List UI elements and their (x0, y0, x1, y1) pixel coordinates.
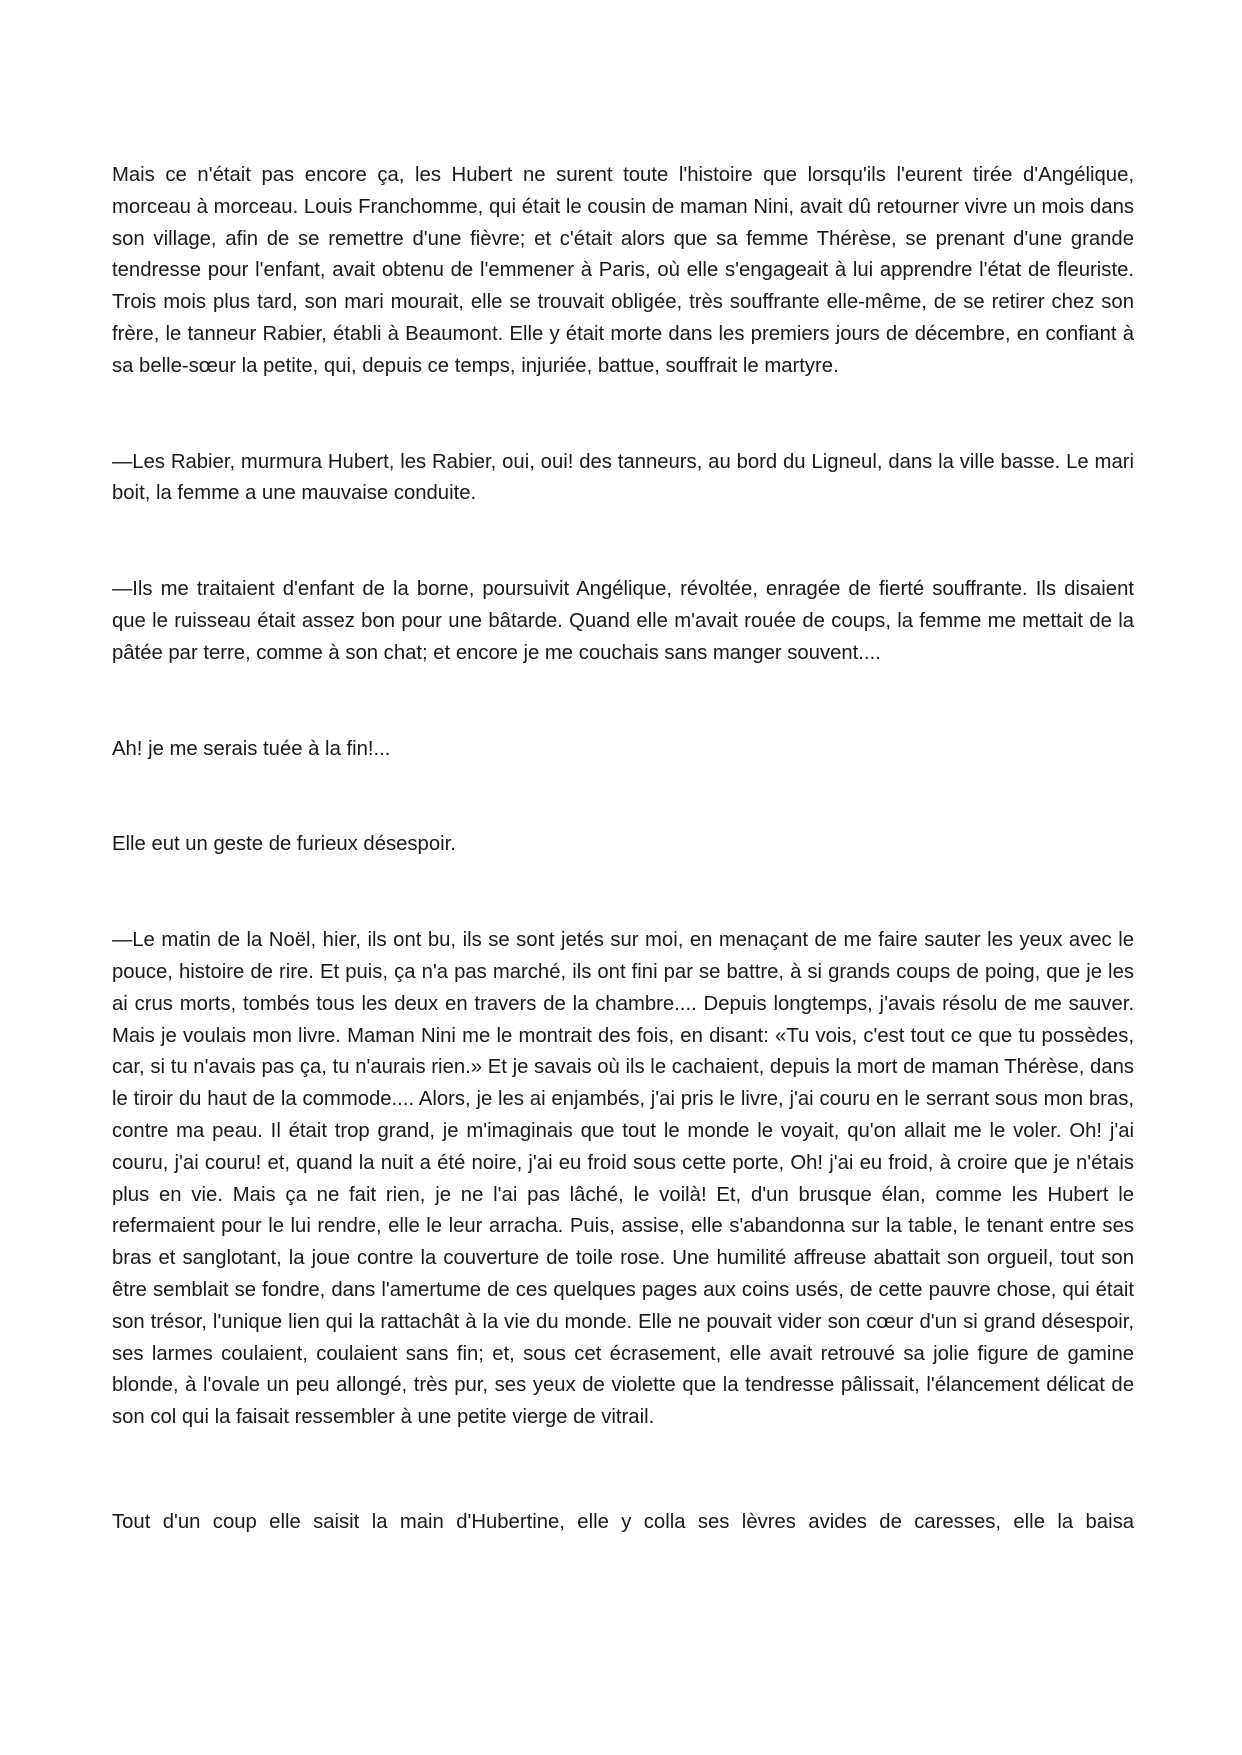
paragraph-christmas-morning: —Le matin de la Noël, hier, ils ont bu, ils se sont jetés sur moi, en menaçant de me faire sauter les yeux avec le pouce, histoire de rire. Et puis, ça n'a pas marché, ils ont fini par se battre, à si grands coups de poing, que je les ai crus morts, tombés tous les deux en travers de la chambre.... Depuis longtemps, j'avais résolu de me sauver. Mais je voulais mon livre. Maman Nini me le montrait des fois, en disant: «Tu vois, c'est tout ce que tu possèdes, car, si tu n'avais pas ça, tu n'aurais rien.» Et je savais où ils le cachaient, depuis la mort de maman Thérèse, dans le tiroir du haut de la commode.... Alors, je les ai enjambés, j'ai pris le livre, j'ai couru en le serrant sous mon bras, contre ma peau. Il était trop grand, je m'imaginais que tout le monde le voyait, qu'on allait me le voler. Oh! j'ai couru, j'ai couru! et, quand la nuit a été noire, j'ai eu froid sous cette porte, Oh! j'ai eu froid, à croire que je n'étais plus en vie. Mais ça ne fait rien, je ne l'ai pas lâché, le voilà! Et, d'un brusque élan, comme les Hubert le refermaient pour le lui rendre, elle le leur arracha. Puis, assise, elle s'abandonna sur la table, le tenant entre ses bras et sanglotant, la joue contre la couverture de toile rose. Une humilité affreuse abattait son orgueil, tout son être semblait se fondre, dans l'amertume de ces quelques pages aux coins usés, de cette pauvre chose, qui était son trésor, l'unique lien qui la rattachât à la vie du monde. Elle ne pouvait vider son cœur d'un si grand désespoir, ses larmes coulaient, coulaient sans fin; et, sous cet écrasement, elle avait retrouvé sa jolie figure de gamine blonde, à l'ovale un peu allongé, très pur, ses yeux de violette que la tendresse pâlissait, l'élancement délicat de son col qui la faisait ressembler à une petite vierge de vitrail. (112, 929, 1134, 1429)
paragraph-hubert-reply: —Les Rabier, murmura Hubert, les Rabier, oui, oui! des tanneurs, au bord du Ligneul, dans la ville basse. Le mari boit, la femme a une mauvaise conduite. (112, 450, 1134, 505)
paragraph-exclamation: Ah! je me serais tuée à la fin!... (112, 737, 391, 760)
paragraph-gesture: Elle eut un geste de furieux désespoir. (112, 833, 456, 856)
paragraph-kiss-hand: Tout d'un coup elle saisit la main d'Hubertine, elle y colla ses lèvres avides de caresses, elle la baisa (112, 1510, 1134, 1533)
paragraph-angelique-account: —Ils me traitaient d'enfant de la borne, poursuivit Angélique, révoltée, enragée de fierté souffrante. Ils disaient que le ruisseau était assez bon pour une bâtarde. Quand elle m'avait rouée de coups, la femme me mettait de la pâtée par terre, comme à son chat; et encore je me couchais sans manger souvent.... (112, 578, 1134, 664)
paragraph-rabier-story: Mais ce n'était pas encore ça, les Hubert ne surent toute l'histoire que lorsqu'ils l'eurent tirée d'Angélique, morceau à morceau. Louis Franchomme, qui était le cousin de maman Nini, avait dû retourner vivre un mois dans son village, afin de se remettre d'une fièvre; et c'était alors que sa femme Thérèse, se prenant d'une grande tendresse pour l'enfant, avait obtenu de l'emmener à Paris, où elle s'engageait à lui apprendre l'état de fleuriste. Trois mois plus tard, son mari mourait, elle se trouvait obligée, très souffrante elle-même, de se retirer chez son frère, le tanneur Rabier, établi à Beaumont. Elle y était morte dans les premiers jours de décembre, en confiant à sa belle-sœur la petite, qui, depuis ce temps, injuriée, battue, souffrait le martyre. (112, 164, 1134, 377)
document-page (112, 160, 1134, 1539)
